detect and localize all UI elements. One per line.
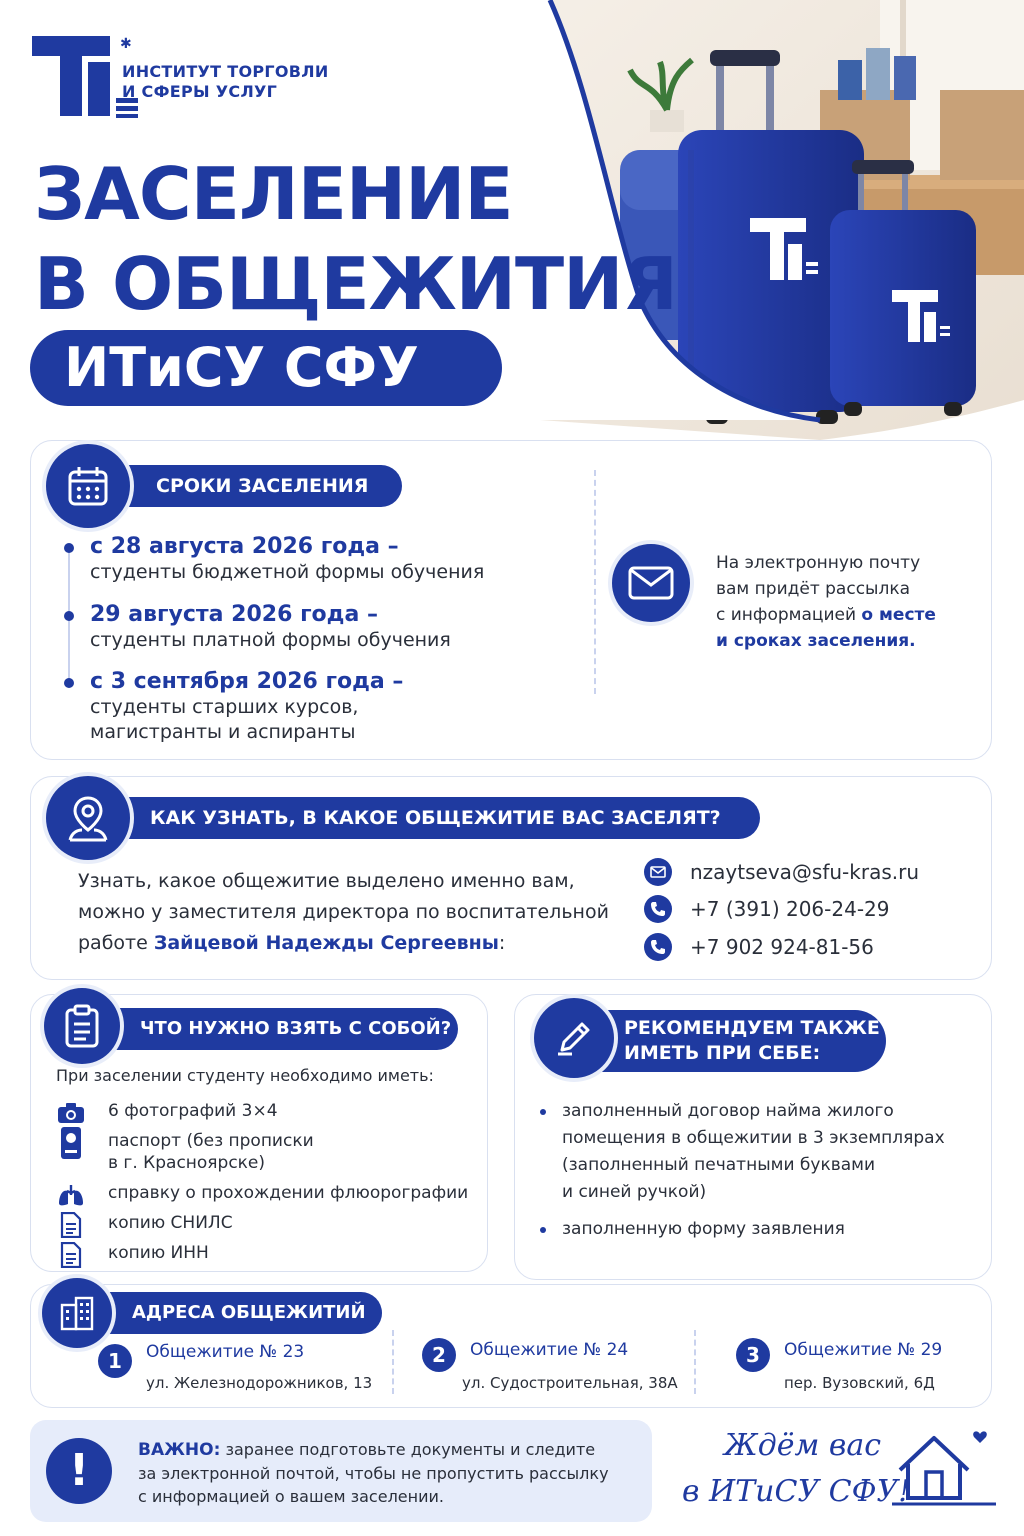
- term-desc-2: студенты платной формы обучения: [90, 629, 451, 651]
- recommend-contract-line3: (заполненный печатными буквами: [562, 1155, 876, 1175]
- contact-phone-1[interactable]: [644, 895, 889, 923]
- recommend-contract-line2: помещения в общежитии в 3 экземплярах: [562, 1128, 945, 1148]
- contact-email[interactable]: [644, 858, 919, 886]
- find-line3-end: :: [498, 932, 506, 954]
- term-dash-1: –: [380, 534, 399, 559]
- address-number-3: 3: [736, 1338, 770, 1372]
- phone-icon: [644, 933, 672, 961]
- important-label: ВАЖНО:: [138, 1440, 221, 1460]
- address-number-1: 1: [98, 1344, 132, 1378]
- address-street-2: ул. Судостроительная, 38А: [462, 1374, 678, 1392]
- take-item-photos: [56, 1100, 278, 1126]
- header-photo-suitcases: [520, 0, 1024, 440]
- take-heading: ЧТО НУЖНО ВЗЯТЬ С СОБОЙ?: [108, 1008, 458, 1050]
- take-item-inn: [56, 1242, 209, 1268]
- term-desc-3b: магистранты и аспиранты: [90, 721, 356, 743]
- term-date-1: с 28 августа 2026 года: [90, 534, 380, 559]
- envelope-icon: [612, 544, 690, 622]
- closing-line1: Ждём вас: [724, 1428, 882, 1463]
- pencil-icon: [534, 998, 614, 1078]
- take-item-inn-text: копию ИНН: [108, 1243, 209, 1263]
- take-item-snils: [56, 1212, 233, 1238]
- terms-divider: [594, 470, 596, 694]
- mail-notice-bold2: и сроках заселения.: [716, 631, 916, 651]
- term-dash-3: –: [384, 669, 404, 694]
- svg-text:✱: ✱: [120, 36, 132, 52]
- exclamation-icon: !: [46, 1438, 112, 1504]
- take-intro: При заселении студенту необходимо иметь:: [56, 1066, 434, 1085]
- term-dash-2: –: [359, 602, 378, 627]
- recommend-heading-line2: ИМЕТЬ ПРИ СЕБЕ:: [624, 1042, 821, 1064]
- phone-link-1[interactable]: +7 (391) 206-24-29: [690, 897, 890, 921]
- calendar-icon: [46, 444, 130, 528]
- term-desc-1: студенты бюджетной формы обучения: [90, 561, 485, 583]
- recommend-heading: [592, 1010, 886, 1072]
- recommend-contract-line1: заполненный договор найма жилого: [562, 1101, 894, 1121]
- term-item-2: [90, 602, 451, 653]
- find-line2: можно у заместителя директора по воспитательной: [78, 901, 609, 923]
- document-icon: [56, 1212, 86, 1238]
- email-link[interactable]: nzaytseva@sfu-kras.ru: [690, 860, 920, 884]
- house-heart-icon: [890, 1424, 1000, 1524]
- terms-dot-2: [64, 611, 74, 621]
- address-street-1: ул. Железнодорожников, 13: [146, 1374, 373, 1392]
- terms-dot-1: [64, 543, 74, 553]
- important-line1: заранее подготовьте документы и следите: [220, 1440, 596, 1459]
- find-line1: Узнать, какое общежитие выделено именно вам,: [78, 870, 575, 892]
- term-date-3: с 3 сентября 2026 года: [90, 669, 385, 694]
- address-divider-1: [392, 1330, 394, 1394]
- important-line2: за электронной почтой, чтобы не пропустить рассылку: [138, 1464, 609, 1483]
- recommend-item-application: [540, 1216, 960, 1243]
- take-item-passport-text: паспорт (без прописки: [108, 1131, 314, 1151]
- take-item-fluoro-text: справку о прохождении флюорографии: [108, 1183, 469, 1203]
- recommend-item-contract: [540, 1098, 960, 1206]
- clipboard-icon: [44, 988, 120, 1064]
- phone-icon: [644, 895, 672, 923]
- address-name-2: Общежитие № 24: [470, 1340, 629, 1360]
- passport-icon: [56, 1130, 86, 1156]
- find-heading: КАК УЗНАТЬ, В КАКОЕ ОБЩЕЖИТИЕ ВАС ЗАСЕЛЯТ?: [116, 797, 760, 839]
- institute-name-line2: И СФЕРЫ УСЛУГ: [122, 82, 278, 101]
- term-date-2: 29 августа 2026 года: [90, 602, 360, 627]
- mail-notice-line3: с информацией: [716, 605, 862, 625]
- mail-notice-bold1: о месте: [861, 605, 936, 625]
- buildings-icon: [42, 1278, 112, 1348]
- phone-link-2[interactable]: +7 902 924-81-56: [690, 935, 874, 959]
- contact-phone-2[interactable]: [644, 933, 874, 961]
- take-item-photos-text: 6 фотографий 3×4: [108, 1101, 278, 1121]
- address-name-1: Общежитие № 23: [146, 1342, 305, 1362]
- page-title-line2: В ОБЩЕЖИТИЯ: [34, 242, 677, 326]
- recommend-application-text: заполненную форму заявления: [562, 1219, 845, 1239]
- document-icon: [56, 1242, 86, 1268]
- terms-heading: СРОКИ ЗАСЕЛЕНИЯ: [116, 465, 402, 507]
- term-desc-3: студенты старших курсов,: [90, 696, 359, 718]
- important-line3: с информацией о вашем заселении.: [138, 1487, 444, 1506]
- page-title-line1: ЗАСЕЛЕНИЕ: [34, 152, 513, 236]
- term-item-3: [90, 669, 403, 745]
- find-description: [78, 866, 638, 959]
- mail-notice-line1: На электронную почту: [716, 553, 921, 573]
- mail-icon: [644, 858, 672, 886]
- recommend-heading-line1: РЕКОМЕНДУЕМ ТАКЖЕ: [624, 1017, 880, 1039]
- page-title-pill: ИТиСУ СФУ: [30, 330, 502, 406]
- take-item-passport: [56, 1130, 314, 1174]
- important-text: [138, 1438, 638, 1508]
- address-number-2: 2: [422, 1338, 456, 1372]
- mail-notice-line2: вам придёт рассылка: [716, 579, 911, 599]
- address-street-3: пер. Вузовский, 6Д: [784, 1374, 935, 1392]
- institute-name: [122, 62, 329, 102]
- address-divider-2: [694, 1330, 696, 1394]
- recommend-contract-line4: и синей ручкой): [562, 1182, 707, 1202]
- closing-line2: в ИТиСУ СФУ!: [682, 1474, 911, 1509]
- deputy-director-name: Зайцевой Надежды Сергеевны: [153, 932, 499, 954]
- institute-name-line1: ИНСТИТУТ ТОРГОВЛИ: [122, 62, 329, 81]
- mail-notice: [716, 550, 936, 654]
- address-name-3: Общежитие № 29: [784, 1340, 943, 1360]
- term-item-1: [90, 534, 484, 585]
- take-item-passport-text2: в г. Красноярске): [108, 1153, 266, 1173]
- lungs-icon: [56, 1182, 86, 1208]
- important-notice: [30, 1420, 652, 1522]
- terms-dot-3: [64, 678, 74, 688]
- take-item-fluoro: [56, 1182, 468, 1208]
- camera-icon: [56, 1100, 86, 1126]
- location-person-icon: [46, 776, 130, 860]
- addresses-heading: АДРЕСА ОБЩЕЖИТИЙ: [104, 1292, 382, 1334]
- find-line3: работе: [78, 932, 154, 954]
- take-item-snils-text: копию СНИЛС: [108, 1213, 233, 1233]
